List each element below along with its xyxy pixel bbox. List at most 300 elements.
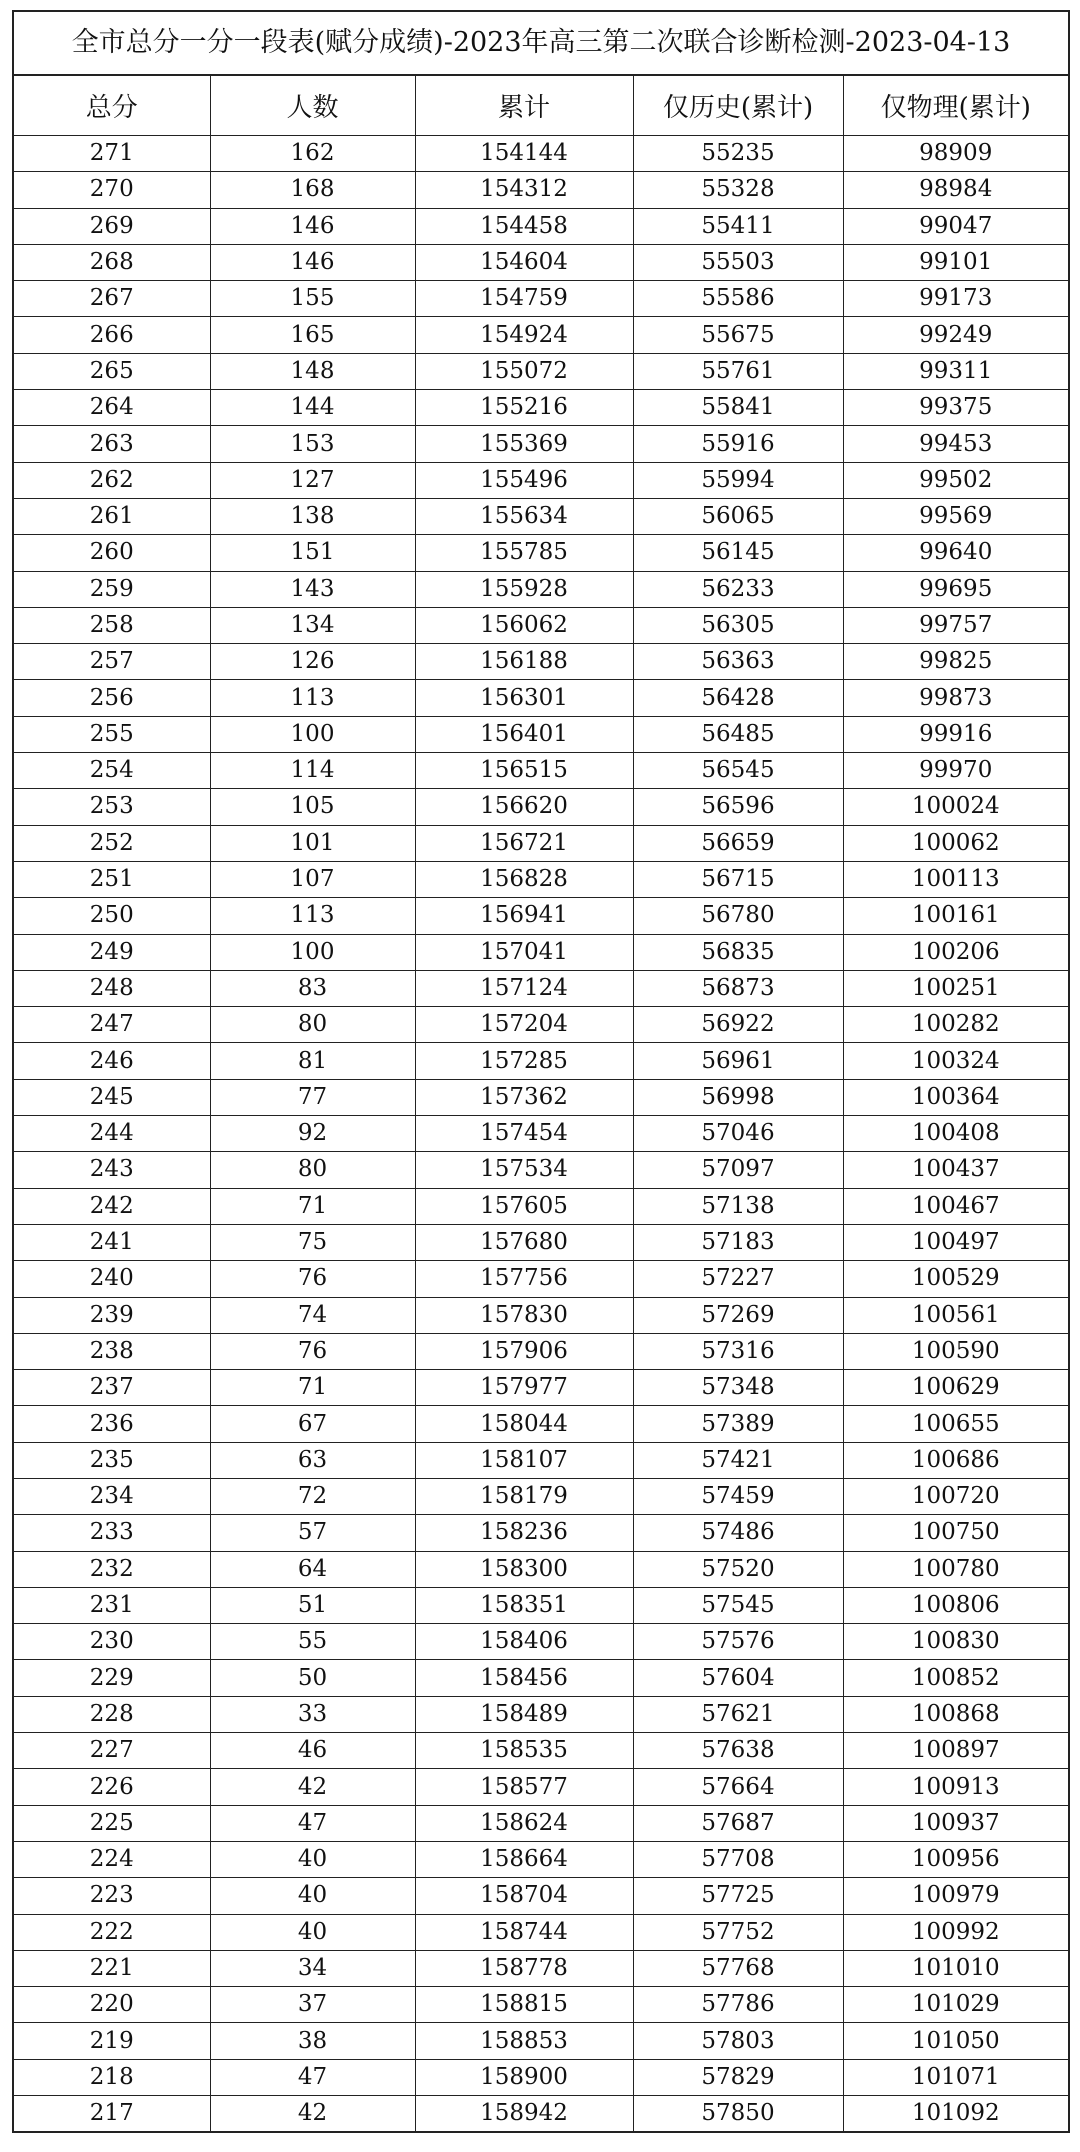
- cell-physics-cumulative: 100868: [843, 1696, 1068, 1732]
- cell-count: 76: [210, 1333, 415, 1369]
- table-row: [14, 1841, 1068, 1877]
- cell-cumulative: 158778: [415, 1950, 633, 1986]
- table-row: [14, 390, 1068, 426]
- cell-cumulative: 158406: [415, 1624, 633, 1660]
- cell-total-score: 219: [14, 2023, 210, 2059]
- cell-total-score: 251: [14, 861, 210, 897]
- table-row: [14, 1696, 1068, 1732]
- table-row: [14, 1769, 1068, 1805]
- cell-history-cumulative: 57545: [633, 1587, 843, 1623]
- cell-total-score: 243: [14, 1152, 210, 1188]
- cell-physics-cumulative: 100024: [843, 789, 1068, 825]
- cell-history-cumulative: 57604: [633, 1660, 843, 1696]
- cell-physics-cumulative: 100956: [843, 1841, 1068, 1877]
- cell-count: 113: [210, 898, 415, 934]
- table-row: [14, 1261, 1068, 1297]
- table-row: [14, 1079, 1068, 1115]
- cell-cumulative: 158704: [415, 1878, 633, 1914]
- cell-cumulative: 154312: [415, 172, 633, 208]
- cell-history-cumulative: 57520: [633, 1551, 843, 1587]
- cell-count: 40: [210, 1878, 415, 1914]
- cell-cumulative: 156721: [415, 825, 633, 861]
- cell-cumulative: 157756: [415, 1261, 633, 1297]
- table-row: [14, 1551, 1068, 1587]
- cell-count: 165: [210, 317, 415, 353]
- cell-count: 113: [210, 680, 415, 716]
- cell-total-score: 258: [14, 607, 210, 643]
- cell-cumulative: 158577: [415, 1769, 633, 1805]
- cell-physics-cumulative: 100897: [843, 1733, 1068, 1769]
- cell-history-cumulative: 57850: [633, 2096, 843, 2132]
- cell-count: 74: [210, 1297, 415, 1333]
- cell-cumulative: 158179: [415, 1478, 633, 1514]
- cell-total-score: 239: [14, 1297, 210, 1333]
- cell-total-score: 220: [14, 1987, 210, 2023]
- cell-count: 71: [210, 1188, 415, 1224]
- cell-count: 80: [210, 1152, 415, 1188]
- table-row: [14, 644, 1068, 680]
- cell-history-cumulative: 55675: [633, 317, 843, 353]
- cell-total-score: 238: [14, 1333, 210, 1369]
- cell-count: 100: [210, 716, 415, 752]
- table-row: [14, 861, 1068, 897]
- table-row: [14, 1878, 1068, 1914]
- cell-cumulative: 155785: [415, 535, 633, 571]
- table-row: [14, 1333, 1068, 1369]
- cell-total-score: 265: [14, 353, 210, 389]
- cell-cumulative: 157454: [415, 1116, 633, 1152]
- table-row: [14, 535, 1068, 571]
- cell-count: 75: [210, 1224, 415, 1260]
- cell-cumulative: 157680: [415, 1224, 633, 1260]
- cell-count: 126: [210, 644, 415, 680]
- cell-physics-cumulative: 99173: [843, 281, 1068, 317]
- cell-total-score: 246: [14, 1043, 210, 1079]
- cell-physics-cumulative: 100437: [843, 1152, 1068, 1188]
- cell-history-cumulative: 55994: [633, 462, 843, 498]
- cell-count: 92: [210, 1116, 415, 1152]
- table-row: [14, 1805, 1068, 1841]
- cell-count: 47: [210, 2059, 415, 2095]
- cell-total-score: 234: [14, 1478, 210, 1514]
- table-row: [14, 934, 1068, 970]
- cell-history-cumulative: 56545: [633, 753, 843, 789]
- cell-cumulative: 154759: [415, 281, 633, 317]
- cell-total-score: 254: [14, 753, 210, 789]
- cell-count: 146: [210, 244, 415, 280]
- cell-history-cumulative: 55586: [633, 281, 843, 317]
- cell-physics-cumulative: 100629: [843, 1370, 1068, 1406]
- cell-physics-cumulative: 99825: [843, 644, 1068, 680]
- header-history-cumulative: 仅历史(累计): [633, 76, 843, 136]
- cell-history-cumulative: 56428: [633, 680, 843, 716]
- table-row: [14, 1478, 1068, 1514]
- cell-total-score: 260: [14, 535, 210, 571]
- header-cumulative: 累计: [415, 76, 633, 136]
- cell-history-cumulative: 57768: [633, 1950, 843, 1986]
- cell-cumulative: 157362: [415, 1079, 633, 1115]
- cell-history-cumulative: 56659: [633, 825, 843, 861]
- cell-cumulative: 158664: [415, 1841, 633, 1877]
- cell-total-score: 253: [14, 789, 210, 825]
- cell-history-cumulative: 56596: [633, 789, 843, 825]
- cell-physics-cumulative: 99569: [843, 498, 1068, 534]
- table-body: [14, 136, 1068, 2132]
- table-row: [14, 1914, 1068, 1950]
- table-row: [14, 716, 1068, 752]
- cell-total-score: 256: [14, 680, 210, 716]
- cell-history-cumulative: 55503: [633, 244, 843, 280]
- cell-history-cumulative: 57097: [633, 1152, 843, 1188]
- cell-cumulative: 157041: [415, 934, 633, 970]
- table-row: [14, 1987, 1068, 2023]
- cell-physics-cumulative: 98909: [843, 136, 1068, 172]
- cell-cumulative: 158236: [415, 1515, 633, 1551]
- table-row: [14, 426, 1068, 462]
- cell-history-cumulative: 55916: [633, 426, 843, 462]
- cell-physics-cumulative: 99873: [843, 680, 1068, 716]
- cell-physics-cumulative: 100720: [843, 1478, 1068, 1514]
- cell-history-cumulative: 57576: [633, 1624, 843, 1660]
- table-row: [14, 244, 1068, 280]
- table-row: [14, 607, 1068, 643]
- cell-history-cumulative: 57687: [633, 1805, 843, 1841]
- cell-count: 155: [210, 281, 415, 317]
- cell-history-cumulative: 56233: [633, 571, 843, 607]
- cell-cumulative: 158300: [415, 1551, 633, 1587]
- cell-cumulative: 158853: [415, 2023, 633, 2059]
- table-row: [14, 680, 1068, 716]
- score-table: [14, 76, 1068, 2131]
- cell-count: 127: [210, 462, 415, 498]
- table-row: [14, 281, 1068, 317]
- table-header: [14, 76, 1068, 136]
- cell-physics-cumulative: 99311: [843, 353, 1068, 389]
- cell-history-cumulative: 56961: [633, 1043, 843, 1079]
- cell-history-cumulative: 56998: [633, 1079, 843, 1115]
- cell-total-score: 257: [14, 644, 210, 680]
- table-row: [14, 1152, 1068, 1188]
- cell-physics-cumulative: 99757: [843, 607, 1068, 643]
- cell-history-cumulative: 57389: [633, 1406, 843, 1442]
- cell-history-cumulative: 57486: [633, 1515, 843, 1551]
- cell-total-score: 235: [14, 1442, 210, 1478]
- cell-cumulative: 158535: [415, 1733, 633, 1769]
- cell-count: 51: [210, 1587, 415, 1623]
- cell-history-cumulative: 56145: [633, 535, 843, 571]
- cell-cumulative: 155496: [415, 462, 633, 498]
- cell-total-score: 269: [14, 208, 210, 244]
- sheet-title: 全市总分一分一段表(赋分成绩)-2023年高三第二次联合诊断检测-2023-04-13: [14, 12, 1068, 76]
- cell-cumulative: 158942: [415, 2096, 633, 2132]
- cell-count: 146: [210, 208, 415, 244]
- cell-count: 55: [210, 1624, 415, 1660]
- cell-cumulative: 155072: [415, 353, 633, 389]
- cell-history-cumulative: 57227: [633, 1261, 843, 1297]
- cell-total-score: 245: [14, 1079, 210, 1115]
- header-total-score: 总分: [14, 76, 210, 136]
- cell-history-cumulative: 57621: [633, 1696, 843, 1732]
- cell-cumulative: 157204: [415, 1007, 633, 1043]
- table-row: [14, 498, 1068, 534]
- cell-count: 162: [210, 136, 415, 172]
- cell-count: 40: [210, 1914, 415, 1950]
- cell-physics-cumulative: 100408: [843, 1116, 1068, 1152]
- cell-cumulative: 154458: [415, 208, 633, 244]
- cell-total-score: 255: [14, 716, 210, 752]
- cell-count: 80: [210, 1007, 415, 1043]
- cell-total-score: 226: [14, 1769, 210, 1805]
- cell-cumulative: 157534: [415, 1152, 633, 1188]
- cell-history-cumulative: 56363: [633, 644, 843, 680]
- cell-physics-cumulative: 100324: [843, 1043, 1068, 1079]
- cell-cumulative: 157605: [415, 1188, 633, 1224]
- cell-total-score: 241: [14, 1224, 210, 1260]
- cell-count: 42: [210, 1769, 415, 1805]
- cell-count: 148: [210, 353, 415, 389]
- cell-count: 46: [210, 1733, 415, 1769]
- cell-physics-cumulative: 100806: [843, 1587, 1068, 1623]
- cell-history-cumulative: 57708: [633, 1841, 843, 1877]
- cell-total-score: 221: [14, 1950, 210, 1986]
- cell-history-cumulative: 57829: [633, 2059, 843, 2095]
- cell-cumulative: 155634: [415, 498, 633, 534]
- cell-physics-cumulative: 100364: [843, 1079, 1068, 1115]
- table-row: [14, 1587, 1068, 1623]
- cell-history-cumulative: 57725: [633, 1878, 843, 1914]
- table-row: [14, 1442, 1068, 1478]
- table-row: [14, 1950, 1068, 1986]
- cell-cumulative: 156515: [415, 753, 633, 789]
- cell-physics-cumulative: 100913: [843, 1769, 1068, 1805]
- cell-physics-cumulative: 100937: [843, 1805, 1068, 1841]
- cell-total-score: 266: [14, 317, 210, 353]
- cell-history-cumulative: 57183: [633, 1224, 843, 1260]
- cell-history-cumulative: 55235: [633, 136, 843, 172]
- table-row: [14, 208, 1068, 244]
- cell-physics-cumulative: 101029: [843, 1987, 1068, 2023]
- cell-count: 76: [210, 1261, 415, 1297]
- cell-count: 105: [210, 789, 415, 825]
- table-row: [14, 1624, 1068, 1660]
- cell-physics-cumulative: 101092: [843, 2096, 1068, 2132]
- cell-physics-cumulative: 99502: [843, 462, 1068, 498]
- cell-count: 134: [210, 607, 415, 643]
- cell-total-score: 227: [14, 1733, 210, 1769]
- cell-total-score: 229: [14, 1660, 210, 1696]
- cell-count: 100: [210, 934, 415, 970]
- cell-cumulative: 155369: [415, 426, 633, 462]
- cell-physics-cumulative: 100062: [843, 825, 1068, 861]
- cell-history-cumulative: 56780: [633, 898, 843, 934]
- cell-history-cumulative: 57421: [633, 1442, 843, 1478]
- table-row: [14, 317, 1068, 353]
- cell-physics-cumulative: 99453: [843, 426, 1068, 462]
- cell-count: 57: [210, 1515, 415, 1551]
- table-row: [14, 353, 1068, 389]
- cell-total-score: 230: [14, 1624, 210, 1660]
- cell-count: 34: [210, 1950, 415, 1986]
- cell-cumulative: 158107: [415, 1442, 633, 1478]
- table-row: [14, 1007, 1068, 1043]
- cell-count: 72: [210, 1478, 415, 1514]
- cell-physics-cumulative: 100529: [843, 1261, 1068, 1297]
- cell-total-score: 263: [14, 426, 210, 462]
- cell-total-score: 267: [14, 281, 210, 317]
- cell-total-score: 247: [14, 1007, 210, 1043]
- cell-cumulative: 158044: [415, 1406, 633, 1442]
- cell-history-cumulative: 57803: [633, 2023, 843, 2059]
- cell-physics-cumulative: 100561: [843, 1297, 1068, 1333]
- cell-physics-cumulative: 99101: [843, 244, 1068, 280]
- cell-physics-cumulative: 99047: [843, 208, 1068, 244]
- cell-physics-cumulative: 100655: [843, 1406, 1068, 1442]
- cell-cumulative: 156062: [415, 607, 633, 643]
- cell-history-cumulative: 57664: [633, 1769, 843, 1805]
- cell-physics-cumulative: 101010: [843, 1950, 1068, 1986]
- cell-total-score: 250: [14, 898, 210, 934]
- cell-count: 143: [210, 571, 415, 607]
- cell-cumulative: 156828: [415, 861, 633, 897]
- cell-physics-cumulative: 100467: [843, 1188, 1068, 1224]
- cell-physics-cumulative: 99640: [843, 535, 1068, 571]
- cell-total-score: 248: [14, 970, 210, 1006]
- cell-count: 114: [210, 753, 415, 789]
- cell-cumulative: 158744: [415, 1914, 633, 1950]
- cell-cumulative: 155928: [415, 571, 633, 607]
- cell-physics-cumulative: 99375: [843, 390, 1068, 426]
- cell-count: 40: [210, 1841, 415, 1877]
- cell-physics-cumulative: 98984: [843, 172, 1068, 208]
- cell-cumulative: 154604: [415, 244, 633, 280]
- cell-count: 81: [210, 1043, 415, 1079]
- cell-cumulative: 158489: [415, 1696, 633, 1732]
- cell-history-cumulative: 57269: [633, 1297, 843, 1333]
- table-row: [14, 789, 1068, 825]
- cell-count: 50: [210, 1660, 415, 1696]
- table-row: [14, 1370, 1068, 1406]
- cell-total-score: 264: [14, 390, 210, 426]
- cell-count: 168: [210, 172, 415, 208]
- cell-total-score: 236: [14, 1406, 210, 1442]
- cell-total-score: 271: [14, 136, 210, 172]
- cell-history-cumulative: 55841: [633, 390, 843, 426]
- table-row: [14, 2096, 1068, 2132]
- cell-physics-cumulative: 100161: [843, 898, 1068, 934]
- cell-physics-cumulative: 100979: [843, 1878, 1068, 1914]
- cell-count: 144: [210, 390, 415, 426]
- cell-total-score: 228: [14, 1696, 210, 1732]
- cell-history-cumulative: 57459: [633, 1478, 843, 1514]
- cell-cumulative: 158900: [415, 2059, 633, 2095]
- table-row: [14, 2059, 1068, 2095]
- cell-cumulative: 154924: [415, 317, 633, 353]
- cell-physics-cumulative: 100590: [843, 1333, 1068, 1369]
- cell-cumulative: 156188: [415, 644, 633, 680]
- table-row: [14, 1515, 1068, 1551]
- table-row: [14, 1297, 1068, 1333]
- cell-history-cumulative: 57752: [633, 1914, 843, 1950]
- cell-count: 37: [210, 1987, 415, 2023]
- table-row: [14, 2023, 1068, 2059]
- cell-physics-cumulative: 100497: [843, 1224, 1068, 1260]
- table-row: [14, 825, 1068, 861]
- cell-history-cumulative: 57138: [633, 1188, 843, 1224]
- cell-cumulative: 156301: [415, 680, 633, 716]
- cell-physics-cumulative: 100686: [843, 1442, 1068, 1478]
- cell-total-score: 268: [14, 244, 210, 280]
- cell-count: 107: [210, 861, 415, 897]
- cell-cumulative: 158351: [415, 1587, 633, 1623]
- cell-count: 63: [210, 1442, 415, 1478]
- cell-total-score: 218: [14, 2059, 210, 2095]
- cell-count: 151: [210, 535, 415, 571]
- cell-count: 71: [210, 1370, 415, 1406]
- cell-count: 64: [210, 1551, 415, 1587]
- table-row: [14, 172, 1068, 208]
- cell-count: 83: [210, 970, 415, 1006]
- cell-history-cumulative: 56922: [633, 1007, 843, 1043]
- cell-total-score: 225: [14, 1805, 210, 1841]
- cell-history-cumulative: 55411: [633, 208, 843, 244]
- table-row: [14, 462, 1068, 498]
- cell-physics-cumulative: 100282: [843, 1007, 1068, 1043]
- cell-physics-cumulative: 101071: [843, 2059, 1068, 2095]
- cell-total-score: 262: [14, 462, 210, 498]
- header-physics-cumulative: 仅物理(累计): [843, 76, 1068, 136]
- cell-count: 153: [210, 426, 415, 462]
- cell-physics-cumulative: 99249: [843, 317, 1068, 353]
- cell-total-score: 237: [14, 1370, 210, 1406]
- cell-cumulative: 157977: [415, 1370, 633, 1406]
- table-row: [14, 1406, 1068, 1442]
- cell-history-cumulative: 56485: [633, 716, 843, 752]
- cell-total-score: 242: [14, 1188, 210, 1224]
- cell-cumulative: 158624: [415, 1805, 633, 1841]
- cell-total-score: 217: [14, 2096, 210, 2132]
- cell-total-score: 232: [14, 1551, 210, 1587]
- cell-physics-cumulative: 100750: [843, 1515, 1068, 1551]
- table-row: [14, 970, 1068, 1006]
- cell-count: 138: [210, 498, 415, 534]
- cell-total-score: 231: [14, 1587, 210, 1623]
- cell-total-score: 249: [14, 934, 210, 970]
- cell-physics-cumulative: 99916: [843, 716, 1068, 752]
- cell-cumulative: 156401: [415, 716, 633, 752]
- cell-physics-cumulative: 100780: [843, 1551, 1068, 1587]
- cell-physics-cumulative: 101050: [843, 2023, 1068, 2059]
- cell-cumulative: 158456: [415, 1660, 633, 1696]
- cell-total-score: 240: [14, 1261, 210, 1297]
- cell-cumulative: 157124: [415, 970, 633, 1006]
- cell-history-cumulative: 56715: [633, 861, 843, 897]
- cell-physics-cumulative: 100852: [843, 1660, 1068, 1696]
- table-row: [14, 1224, 1068, 1260]
- cell-total-score: 252: [14, 825, 210, 861]
- cell-history-cumulative: 55328: [633, 172, 843, 208]
- cell-cumulative: 155216: [415, 390, 633, 426]
- cell-total-score: 259: [14, 571, 210, 607]
- score-distribution-sheet: [12, 10, 1070, 2133]
- cell-cumulative: 157906: [415, 1333, 633, 1369]
- table-row: [14, 571, 1068, 607]
- header-row: [14, 76, 1068, 136]
- cell-count: 67: [210, 1406, 415, 1442]
- cell-physics-cumulative: 100113: [843, 861, 1068, 897]
- cell-physics-cumulative: 99970: [843, 753, 1068, 789]
- cell-count: 47: [210, 1805, 415, 1841]
- cell-cumulative: 154144: [415, 136, 633, 172]
